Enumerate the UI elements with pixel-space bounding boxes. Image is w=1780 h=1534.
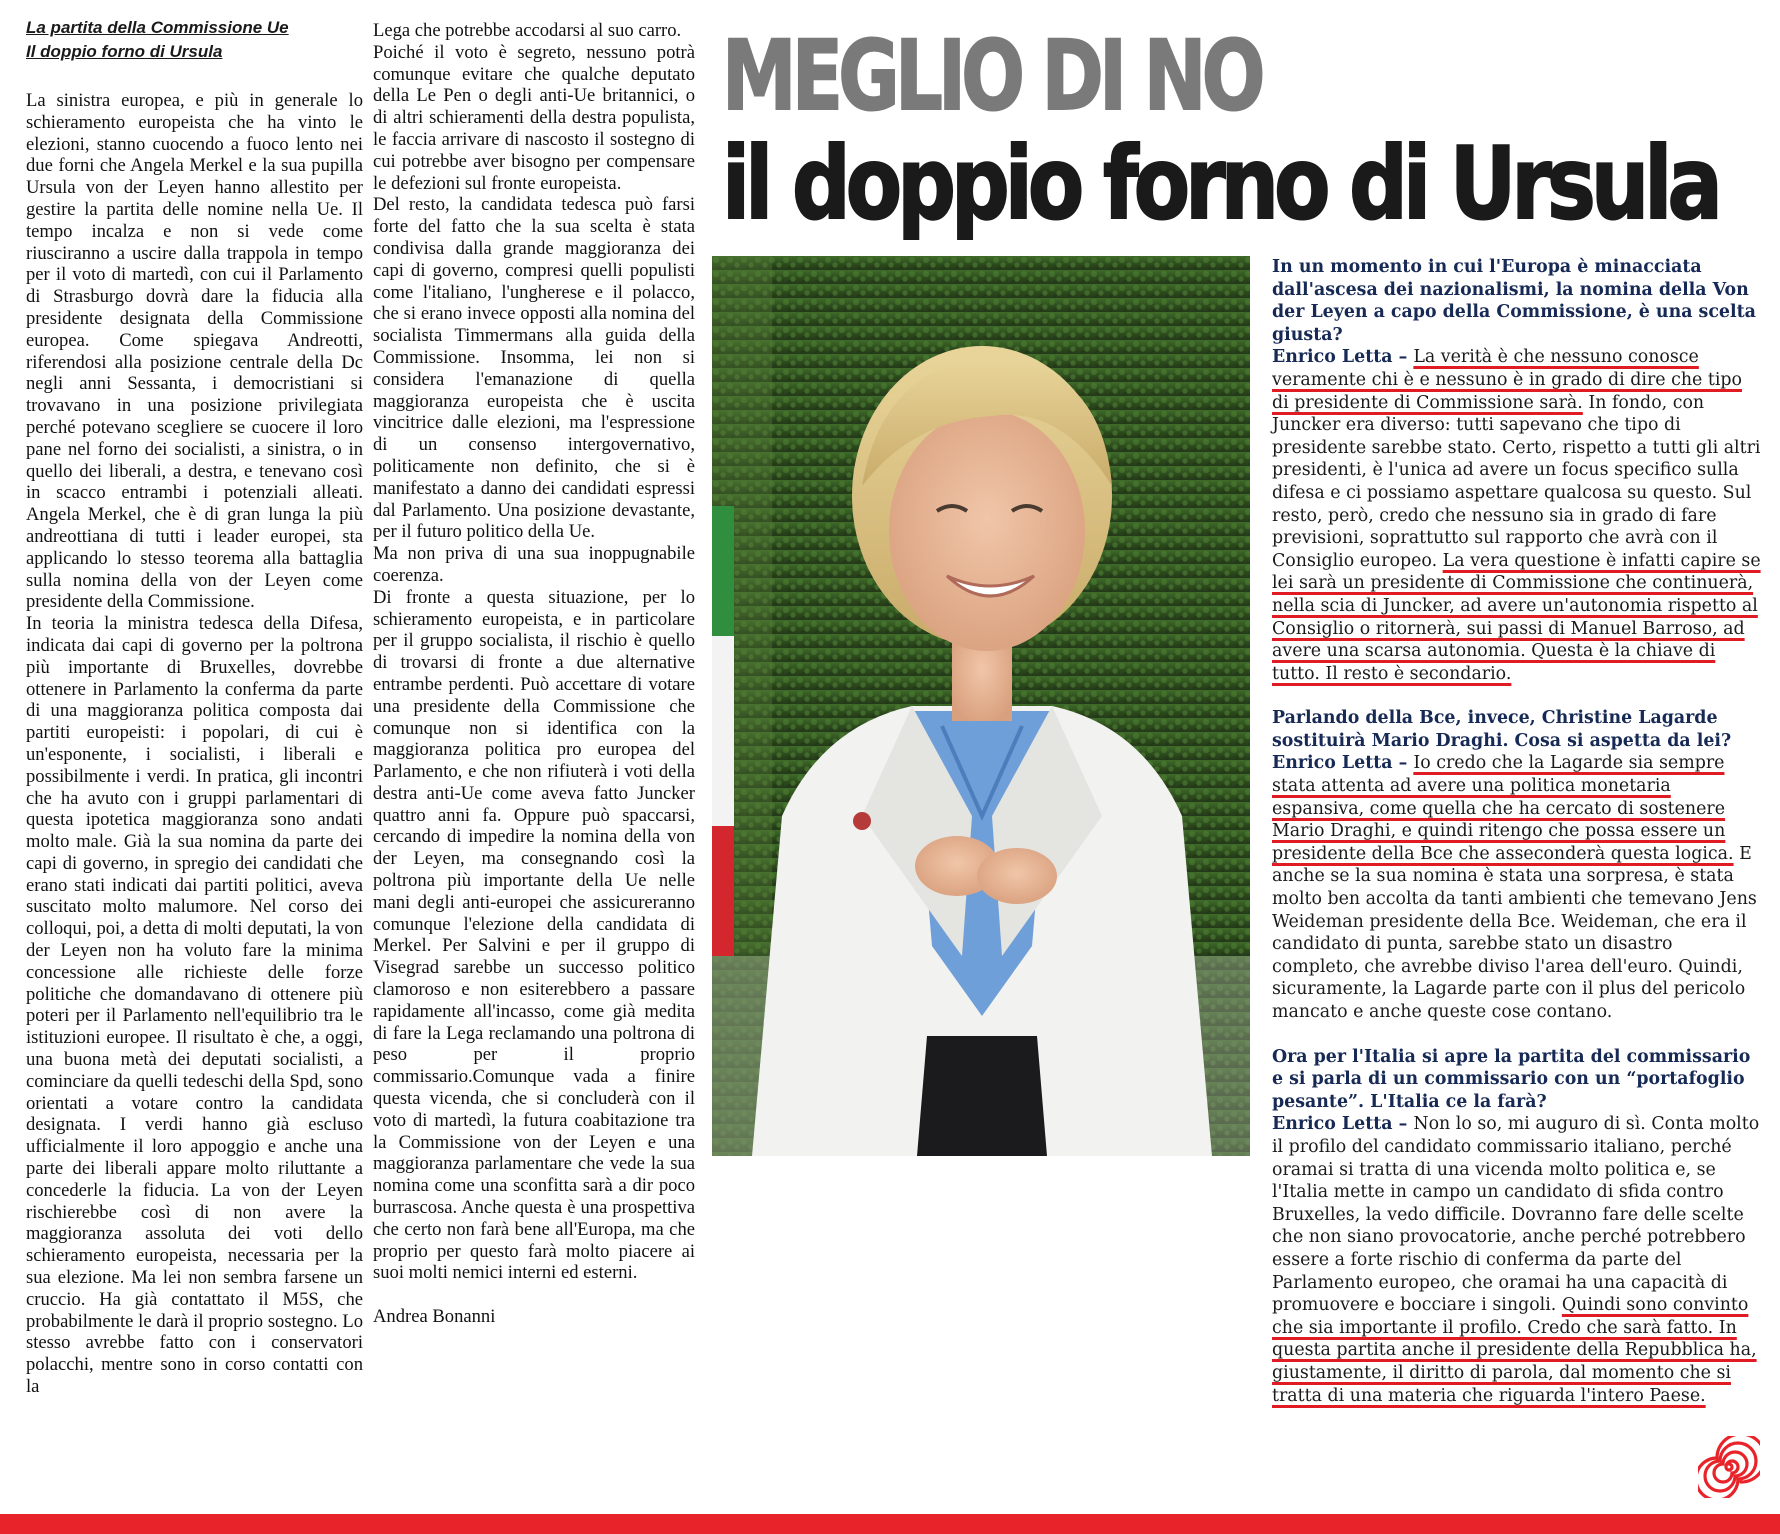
kicker-line-1: La partita della Commissione Ue bbox=[26, 18, 289, 37]
paragraph: Lega che potrebbe accodarsi al suo carro. bbox=[373, 20, 682, 41]
answer-text: E anche se la sua nomina è stata una sorpresa, è stata molto ben accolta da tanti ambienti che temevano Jens Weideman presidente della Bce. Weideman, che era il candidato di punta, sarebbe stato un disastro completo, che avrebbe diviso l'area dell'euro. Quindi, sicuramente, la Lagarde parte con il plus del pericolo mancato e anche queste cose contano. bbox=[1272, 843, 1757, 1022]
speaker-name: Enrico Letta bbox=[1272, 753, 1393, 774]
kicker-line-2: Il doppio forno di Ursula bbox=[26, 42, 223, 61]
highlighted-text: Quindi sono convinto che sia importante il profilo. Credo che sarà fatto. In questa partita anche il presidente della Repubblica ha, giustamente, il diritto di parola, dal momento che si tratta di una materia che riguarda l'intero Paese. bbox=[1272, 1295, 1757, 1406]
highlighted-text: Io credo che la Lagarde sia sempre stata attenta ad avere una politica monetaria espansiva, come quella che ha cercato di sostenere Mario Draghi, e quindi ritengo che possa essere un presidente della Bce che asseconderà questa logica. bbox=[1272, 753, 1734, 864]
headline-title: il doppio forno di Ursula bbox=[722, 125, 1718, 242]
paragraph: Ma non priva di una sua inoppugnabile coerenza. bbox=[373, 543, 695, 586]
paragraph: Poiché il voto è segreto, nessuno potrà comunque evitare che qualche deputato della Le Pen o degli anti-Ue britannici, o di altri schieramenti della destra populista, le faccia arrivare di nascosto il sostegno di cui potrebbe aver bisogno per compensare le defezioni sul fronte europeista. bbox=[373, 41, 695, 194]
interview-answer-1 bbox=[1272, 346, 1762, 685]
article-column-1 bbox=[26, 90, 363, 1398]
interview-answer-2 bbox=[1272, 752, 1762, 1023]
kicker bbox=[26, 16, 356, 64]
speaker-dash: – bbox=[1392, 753, 1414, 774]
headline-kicker: MEGLIO DI NO bbox=[722, 20, 1261, 132]
interview-question-3: Ora per l'Italia si apre la partita del commissario e si parla di un commissario con un “portafoglio pesante”. L'Italia ce la farà? bbox=[1272, 1046, 1751, 1112]
interview-question-1: In un momento in cui l'Europa è minacciata dall'ascesa dei nazionalismi, la nomina della Von der Leyen a capo della Commissione, è una scelta giusta? bbox=[1272, 257, 1756, 345]
speaker-name: Enrico Letta bbox=[1272, 347, 1393, 368]
highlighted-text: La verità è che nessuno conosce veramente chi è e nessuno è in grado di dire che tipo di presidente di Commissione sarà. bbox=[1272, 347, 1743, 413]
speaker-name: Enrico Letta bbox=[1272, 1114, 1393, 1135]
answer-text: In fondo, con Juncker era diverso: tutti sapevano che tipo di presidente sarebbe stato. Certo, rispetto a tutti gli altri presidenti, è l'unica ad avere un focus specifico sulla difesa e ci possiamo aspettare qualcosa su questo. Sul resto, però, credo che nessuno sia in grado di fare previsioni, soprattutto sul rapporto che avrà con il Consiglio europeo. bbox=[1272, 392, 1761, 571]
answer-text: Non lo so, mi auguro di sì. Conta molto il profilo del candidato commissario italiano, perché oramai si tratta di una vicenda molto politica e, se l'Italia mette in campo un candidato di sfida contro Bruxelles, la vedo difficile. Dovranno fare delle scelte che non siano provocatorie, anche perché potrebbero essere a forte rischio di conferma da parte del Parlamento europeo, che oramai ha una capacità di promuovere e bocciare i singoli. bbox=[1272, 1114, 1760, 1316]
speaker-dash: – bbox=[1392, 347, 1414, 368]
highlighted-text: La vera questione è infatti capire se lei sarà un presidente di Commissione che continuerà, nella scia di Juncker, ad avere un'autonomia rispetto al Consiglio o ritornerà, sui passi di Manuel Barroso, ad avere una scarsa autonomia. Questa è la chiave di tutto. Il resto è secondario. bbox=[1272, 550, 1761, 684]
interview-answer-3 bbox=[1272, 1113, 1762, 1407]
interview-question-2: Parlando della Bce, invece, Christine Lagarde sostituirà Mario Draghi. Cosa si aspetta da lei? bbox=[1272, 708, 1732, 751]
paragraph: Di fronte a questa situazione, per lo schieramento europeista, e in particolare per il gruppo socialista, il rischio è quello di trovarsi di fronte a due alternative entrambe perdenti. Può accettare di votare una presidente della Commissione che comunque non si identifica con la maggioranza politica pro europea del Parlamento, e che non rifiuterà i voti della destra anti-Ue come aveva fatto Juncker quattro anni fa. Oppure può spaccarsi, cercando di impedire la nomina della von der Leyen, ma consegnando così la poltrona più importante della Ue nelle mani degli anti-europei che assicureranno comunque l'elezione della candidata di Merkel. Per Salvini e per il gruppo di Visegrad sarebbe un successo politico clamoroso e non esiterebbero a passare rapidamente all'incasso, come già medita di fare la Lega reclamando una poltrona di peso per il proprio commissario.Comunque vada a finire questa vicenda, che si concluderà con il voto di martedì, la futura coabitazione tra la Commissione von der Leyen e una maggioranza parlamentare che vede la sua nomina come una sconfitta sarà a dir poco burrascosa. Anche questa è una prospettiva che certo non farà bene all'Europa, ma che proprio per questo farà molto piacere ai suoi molti nemici interni ed esterni. bbox=[373, 586, 695, 1284]
bottom-red-bar bbox=[0, 1514, 1780, 1534]
paragraph: La sinistra europea, e più in generale lo schieramento europeista che ha vinto le elezioni, stanno cuocendo a fuoco lento nei due forni che Angela Merkel e la sua pupilla Ursula von der Leyen hanno allestito per gestire la partita delle nomine nella Ue. Il tempo incalza e non si vede come riusciranno a uscire dalla trappola in tempo per il voto di martedì, con cui il Parlamento di Strasburgo dovrà dare la fiducia alla presidente designata della Commissione europea. Come spiegava Andreotti, riferendosi alla posizione centrale della Dc negli anni Sessanta, i democristiani si trovavano in una posizione privilegiata perché potevano scegliere se cuocere il loro pane nel forno dei socialisti, a sinistra, o in quello dei liberali, a destra, e tenevano così in scacco entrambi i potenziali alleati. Angela Merkel, che è di gran lunga la più andreottiana di tutti i leader europei, sta applicando lo stesso teorema alla battaglia sulla nomina della von der Leyen come presidente della Commissione. bbox=[26, 90, 363, 613]
portrait-photo-illustration bbox=[712, 256, 1250, 1156]
spiral-logo-icon bbox=[1698, 1436, 1760, 1498]
paragraph: In teoria la ministra tedesca della Difesa, indicata dai capi di governo per la poltrona più importante di Bruxelles, dovrebbe ottenere in Parlamento la conferma da parte di una maggioranza politica composta dai partiti europeisti: i popolari, di cui è un'esponente, i socialisti, i liberali e possibilmente i verdi. In pratica, gli incontri che ha avuto con i gruppi parlamentari di questa ipotetica maggioranza sono andati molto male. Già la sua nomina da parte dei capi di governo, in spregio dei candidati che erano stati indicati dai partiti politici, aveva suscitato molto malumore. Nel corso dei colloqui, poi, a detta di molti deputati, la von der Leyen non ha voluto fare la minima concessione alle richieste delle forze politiche che domandavano di ottenere più poteri per il Parlamento nell'equilibrio tra le istituzioni europee. Il risultato è che, a oggi, una buona metà dei deputati socialisti, a cominciare da quelli tedeschi della Spd, sono orientati a votare contro la candidata designata. I verdi hanno già escluso ufficialmente il loro appoggio e anche una parte dei liberali appare molto riluttante a concederle la fiducia. La von der Leyen rischierebbe così di non avere la maggioranza assoluta dei voti dello schieramento europeista, necessaria per la sua elezione. Ma lei non sembra farsene un cruccio. Ha già contattato il M5S, che probabilmente le darà il proprio sostegno. Lo stesso avrebbe fatto con i conservatori polacchi, mentre sono in corso contatti con la bbox=[26, 613, 363, 1398]
article-column-2 bbox=[373, 20, 695, 1328]
interview-column bbox=[1272, 256, 1762, 1429]
speaker-dash: – bbox=[1392, 1114, 1414, 1135]
author-signature: Andrea Bonanni bbox=[373, 1306, 496, 1328]
paragraph: Del resto, la candidata tedesca può farsi forte del fatto che la sua scelta è stata condivisa dalla grande maggioranza dei capi di governo, compresi quelli populisti come l'italiano, l'ungherese e il polacco, che si erano invece opposti alla nomina del socialista Timmermans alla guida della Commissione. Insomma, lei non si considera l'emanazione di quella maggioranza europeista che è uscita vincitrice dalle elezioni, ma l'espressione di un consenso intergovernativo, politicamente non definito, che si è manifestato a danno dei candidati espressi dal Parlamento. Una posizione devastante, per il futuro politico della Ue. bbox=[373, 194, 695, 543]
portrait-photo bbox=[712, 256, 1250, 1156]
